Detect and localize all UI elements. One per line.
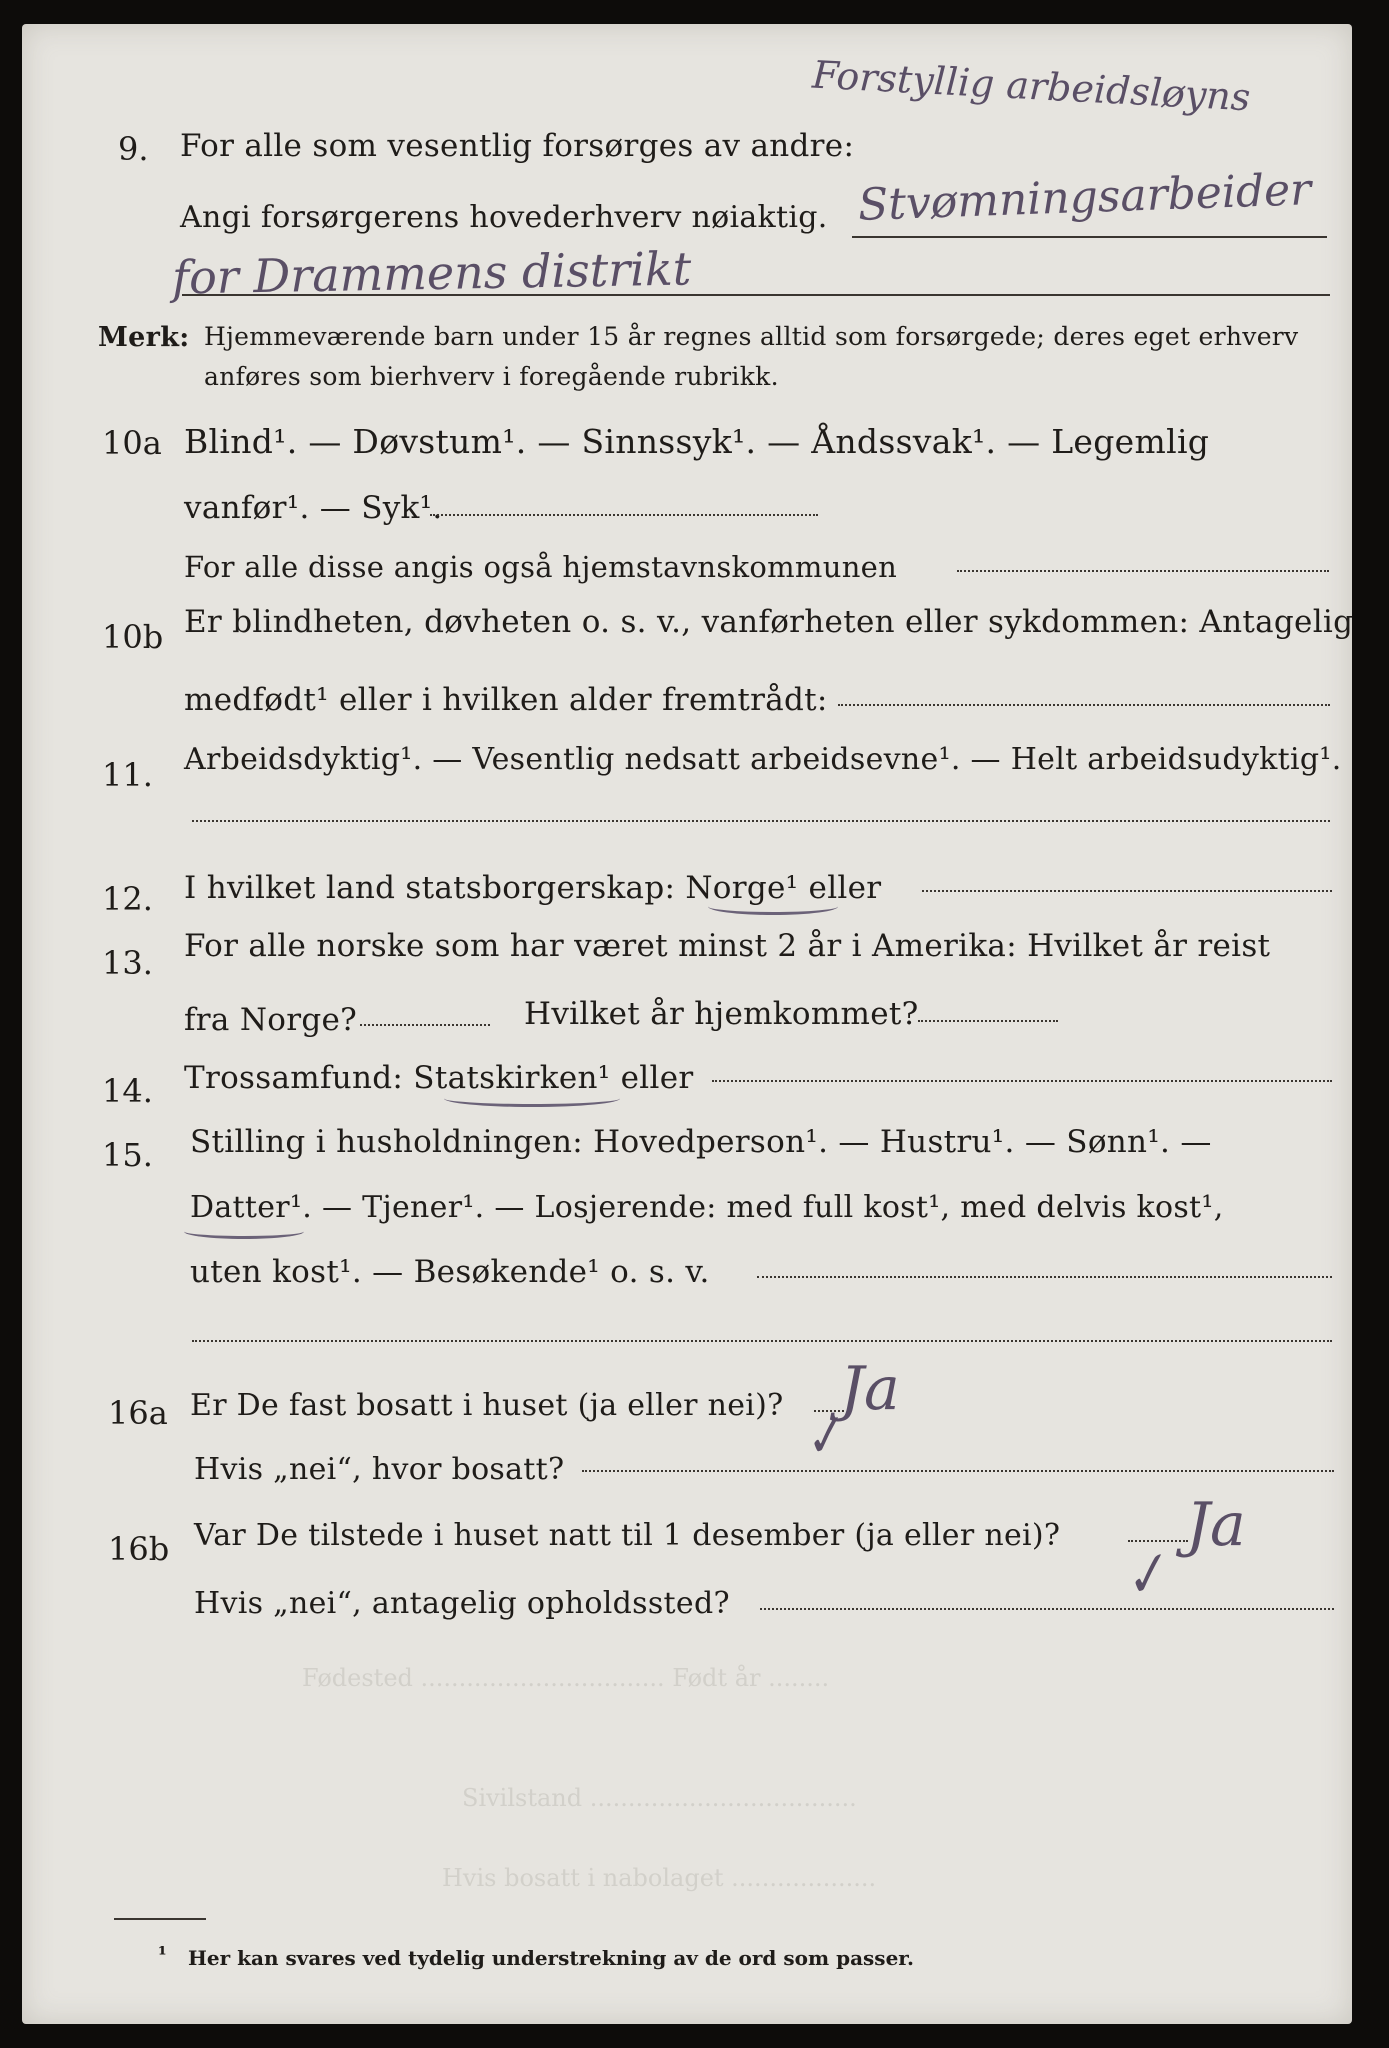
census-form-page — [22, 24, 1352, 2024]
item-16b-line1: Var De tilstede i huset natt til 1 desember (ja eller nei)? — [194, 1518, 1061, 1553]
item-14-answer-line — [712, 1080, 1332, 1082]
item-16a-where-line — [582, 1470, 1334, 1472]
item-10a-line1: Blind¹. — Døvstum¹. — Sinnssyk¹. — Åndssvak¹. — Legemlig — [184, 422, 1210, 461]
q16a-checkmark: ✓ — [794, 1402, 852, 1472]
item-number-16b: 16b — [108, 1530, 170, 1568]
statskirken-underline — [444, 1090, 620, 1107]
item-13-line1: For alle norske som har været minst 2 år i Amerika: Hvilket år reist — [184, 928, 1271, 964]
handwritten-top-note: Forstyllig arbeidsløyns — [811, 52, 1252, 120]
item-14-line1: Trossamfund: Statskirken¹ eller — [184, 1060, 694, 1096]
item-15-line1: Stilling i husholdningen: Hovedperson¹. — Hustru¹. — Sønn¹. — — [190, 1124, 1212, 1160]
show-through-text: Sivilstand ................................... — [462, 1784, 857, 1812]
item-number-10b: 10b — [102, 618, 164, 656]
item-10a-answer-line — [430, 514, 818, 516]
item-10a-line2: vanfør¹. — Syk¹. — [184, 490, 443, 526]
item-13-year-returned-line — [918, 1020, 1058, 1022]
item-16b-answer-line — [1128, 1540, 1188, 1542]
item-10a-line3: For alle disse angis også hjemstavnskommunen — [184, 550, 898, 584]
footnote-marker: ¹ — [158, 1942, 167, 1966]
item-9-line2: Angi forsørgerens hovederhverv nøiaktig. — [180, 200, 828, 235]
item-16b-line2: Hvis „nei“, antagelig opholdssted? — [194, 1586, 730, 1621]
item-number-16a: 16a — [108, 1394, 168, 1432]
footnote-text: Her kan svares ved tydelig understrekning av de ord som passer. — [188, 1946, 914, 1970]
item-12-line1: I hvilket land statsborgerskap: Norge¹ eller — [184, 870, 882, 906]
item-12-answer-line — [922, 890, 1332, 892]
item-13-year-left-line — [360, 1024, 490, 1026]
item-number-11: 11. — [102, 756, 153, 794]
item-number-9: 9. — [118, 130, 149, 168]
footnote-rule — [114, 1918, 206, 1920]
item-16b-whereabouts-line — [760, 1608, 1334, 1610]
item-15-answer-line — [757, 1276, 1332, 1278]
item-16a-answer-line — [814, 1410, 844, 1412]
handwritten-q9-answer-1: Stvømningsarbeider — [857, 164, 1312, 231]
item-number-10a: 10a — [102, 424, 162, 462]
item-number-13: 13. — [102, 944, 153, 982]
merk-line2: anføres som bierhverv i foregående rubrikk. — [204, 362, 779, 391]
item-16a-line2: Hvis „nei“, hvor bosatt? — [194, 1452, 565, 1487]
item-15-line3: uten kost¹. — Besøkende¹ o. s. v. — [190, 1254, 710, 1290]
item-11-answer-line — [192, 820, 1330, 822]
datter-underline — [184, 1224, 304, 1239]
item-9-answer-line-2 — [182, 294, 1330, 296]
item-13-line2b: Hvilket år hjemkommet? — [524, 996, 919, 1032]
norge-underline — [708, 898, 838, 915]
item-10b-answer-line — [838, 704, 1330, 706]
q16b-checkmark: ✓ — [1113, 1538, 1176, 1613]
item-13-line2a: fra Norge? — [184, 1002, 358, 1038]
item-16a-line1: Er De fast bosatt i huset (ja eller nei)? — [190, 1388, 784, 1423]
item-9-answer-line — [852, 236, 1327, 238]
show-through-text: Hvis bosatt i nabolaget ................... — [442, 1864, 877, 1892]
item-11-line1: Arbeidsdyktig¹. — Vesentlig nedsatt arbeidsevne¹. — Helt arbeidsudyktig¹. — [184, 742, 1342, 777]
item-15-answer-line-2 — [192, 1340, 1332, 1342]
item-number-12: 12. — [102, 880, 153, 918]
item-number-14: 14. — [102, 1072, 153, 1110]
handwritten-q16b-answer: Ja — [1186, 1490, 1246, 1560]
handwritten-q9-answer-2: for Drammens distrikt — [171, 241, 692, 305]
item-10b-line2: medfødt¹ eller i hvilken alder fremtrådt: — [184, 682, 828, 718]
item-9-line1: For alle som vesentlig forsørges av andre: — [180, 128, 855, 164]
item-15-line2: Datter¹. — Tjener¹. — Losjerende: med full kost¹, med delvis kost¹, — [190, 1190, 1224, 1225]
item-10a-home-municipality-line — [957, 570, 1329, 572]
merk-label: Merk: — [98, 322, 190, 353]
show-through-text: Fødested ................................ Født år ........ — [302, 1664, 830, 1692]
item-number-15: 15. — [102, 1136, 153, 1174]
handwritten-q16a-answer: Ja — [840, 1354, 900, 1424]
item-10b-line1: Er blindheten, døvheten o. s. v., vanførheten eller sykdommen: Antagelig — [184, 604, 1354, 640]
merk-line1: Hjemmeværende barn under 15 år regnes alltid som forsørgede; deres eget erhverv — [204, 322, 1299, 351]
